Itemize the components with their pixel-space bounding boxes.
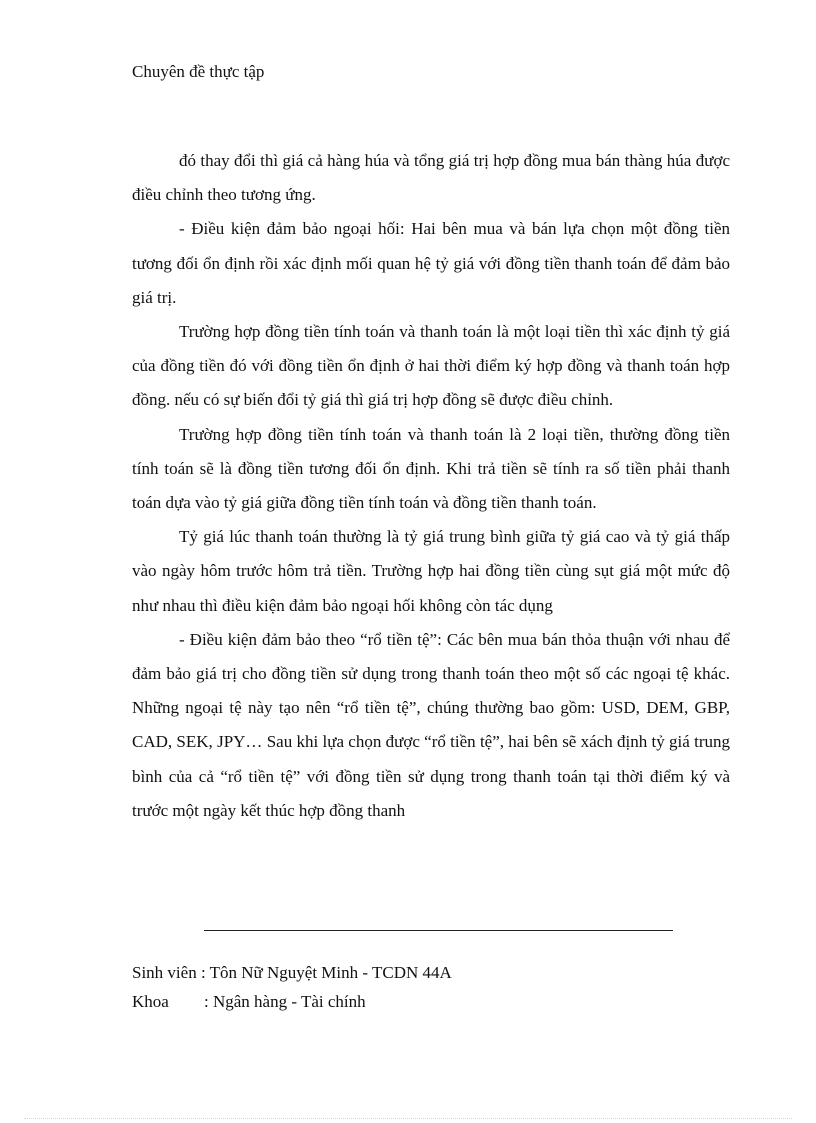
paragraph-payment-rate: Tỷ giá lúc thanh toán thường là tỷ giá trung bình giữa tỷ giá cao và tỷ giá thấp vào ngày hôm trước hôm trả tiền. Trường hợp hai đồng tiền cùng sụt giá một mức độ như nhau thì điều kiện đảm bảo ngoại hối không còn tác dụng [132, 527, 730, 615]
page-bottom-edge [24, 1118, 792, 1119]
paragraph-currency-basket-condition: - Điều kiện đảm bảo theo “rổ tiền tệ”: Các bên mua bán thỏa thuận với nhau để đảm bảo giá trị cho đồng tiền sử dụng trong thanh toán theo một số các ngoại tệ khác. Những ngoại tệ này tạo nên “rổ tiền tệ”, chúng thường bao gồm: USD, DEM, GBP, CAD, SEK, JPY… Sau khi lựa chọn được “rổ tiền tệ”, hai bên sẽ xách định tỷ giá trung bình của cả “rổ tiền tệ” với đồng tiền sử dụng trong thanh toán tại thời điểm ký và trước một ngày kết thúc hợp đồng thanh [132, 629, 730, 820]
paragraph-two-currency-case: Trường hợp đồng tiền tính toán và thanh toán là 2 loại tiền, thường đồng tiền tính toán sẽ là đồng tiền tương đối ổn định. Khi trả tiền sẽ tính ra số tiền phải thanh toán dựa vào tỷ giá giữa đồng tiền tính toán và đồng tiền thanh toán. [132, 424, 730, 513]
footer-faculty-label: Khoa [132, 992, 169, 1011]
paragraph-foreign-exchange-condition: - Điều kiện đảm bảo ngoại hối: Hai bên mua và bán lựa chọn một đồng tiền tương đối ổn định rồi xác định mối quan hệ tỷ giá với đồng tiền thanh toán để đảm bảo giá trị. [132, 219, 730, 307]
footer-student-label: Sinh viên [132, 963, 197, 982]
page-footer [132, 958, 452, 1016]
footer-student-line [132, 958, 452, 987]
footer-faculty-value: : Ngân hàng - Tài chính [204, 992, 366, 1011]
footer-faculty-line [132, 987, 452, 1016]
paragraph-continuation: đó thay đổi thì giá cả hàng húa và tổng giá trị hợp đồng mua bán thàng húa được điều chỉnh theo tương ứng. [132, 151, 730, 205]
document-body [132, 144, 730, 828]
paragraph-single-currency-case: Trường hợp đồng tiền tính toán và thanh toán là một loại tiền thì xác định tỷ giá của đồng tiền đó với đồng tiền ổn định ở hai thời điểm ký hợp đồng và thanh toán hợp đồng. nếu có sự biến đổi tỷ giá thì giá trị hợp đồng sẽ được điều chỉnh. [132, 322, 730, 410]
footer-divider [204, 930, 673, 931]
footer-student-value: : Tôn Nữ Nguyệt Minh - TCDN 44A [200, 963, 452, 982]
page-header-title: Chuyên đề thực tập [132, 62, 265, 81]
